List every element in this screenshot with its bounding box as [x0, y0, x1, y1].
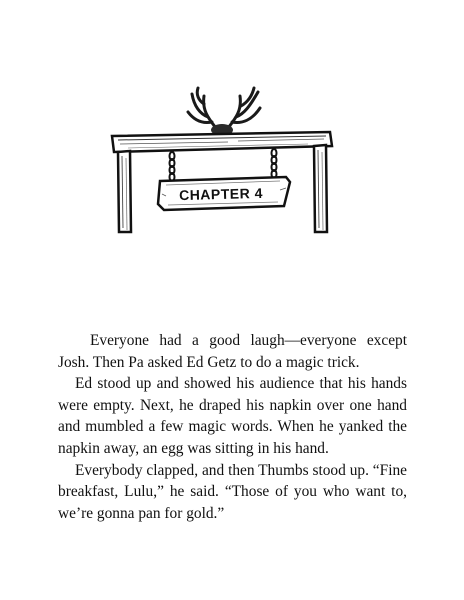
- chapter-title: CHAPTER 4: [178, 184, 264, 204]
- paragraph: Everybody clapped, and then Thumbs stood up. “Fine breakfast, Lulu,” he said. “Those of you who want to, we’re gonna pan for gold.”: [58, 461, 407, 522]
- right-chain: [272, 149, 277, 178]
- hanging-sign-icon: [108, 84, 336, 234]
- right-post: [314, 145, 327, 232]
- paragraph: Everyone had a good laugh—everyone except Josh. Then Pa asked Ed Getz to do a magic trick.: [58, 332, 407, 371]
- paragraph: Ed stood up and showed his audience that his hands were empty. Next, he draped his napkin over one hand and mumbled a few magic words. When he yanked the napkin away, an egg was sitting in his hand.: [58, 375, 407, 457]
- antlers-icon: [188, 88, 260, 128]
- left-post: [118, 151, 131, 232]
- left-chain: [170, 152, 175, 181]
- top-beam: [112, 132, 332, 152]
- body-text: [58, 330, 407, 524]
